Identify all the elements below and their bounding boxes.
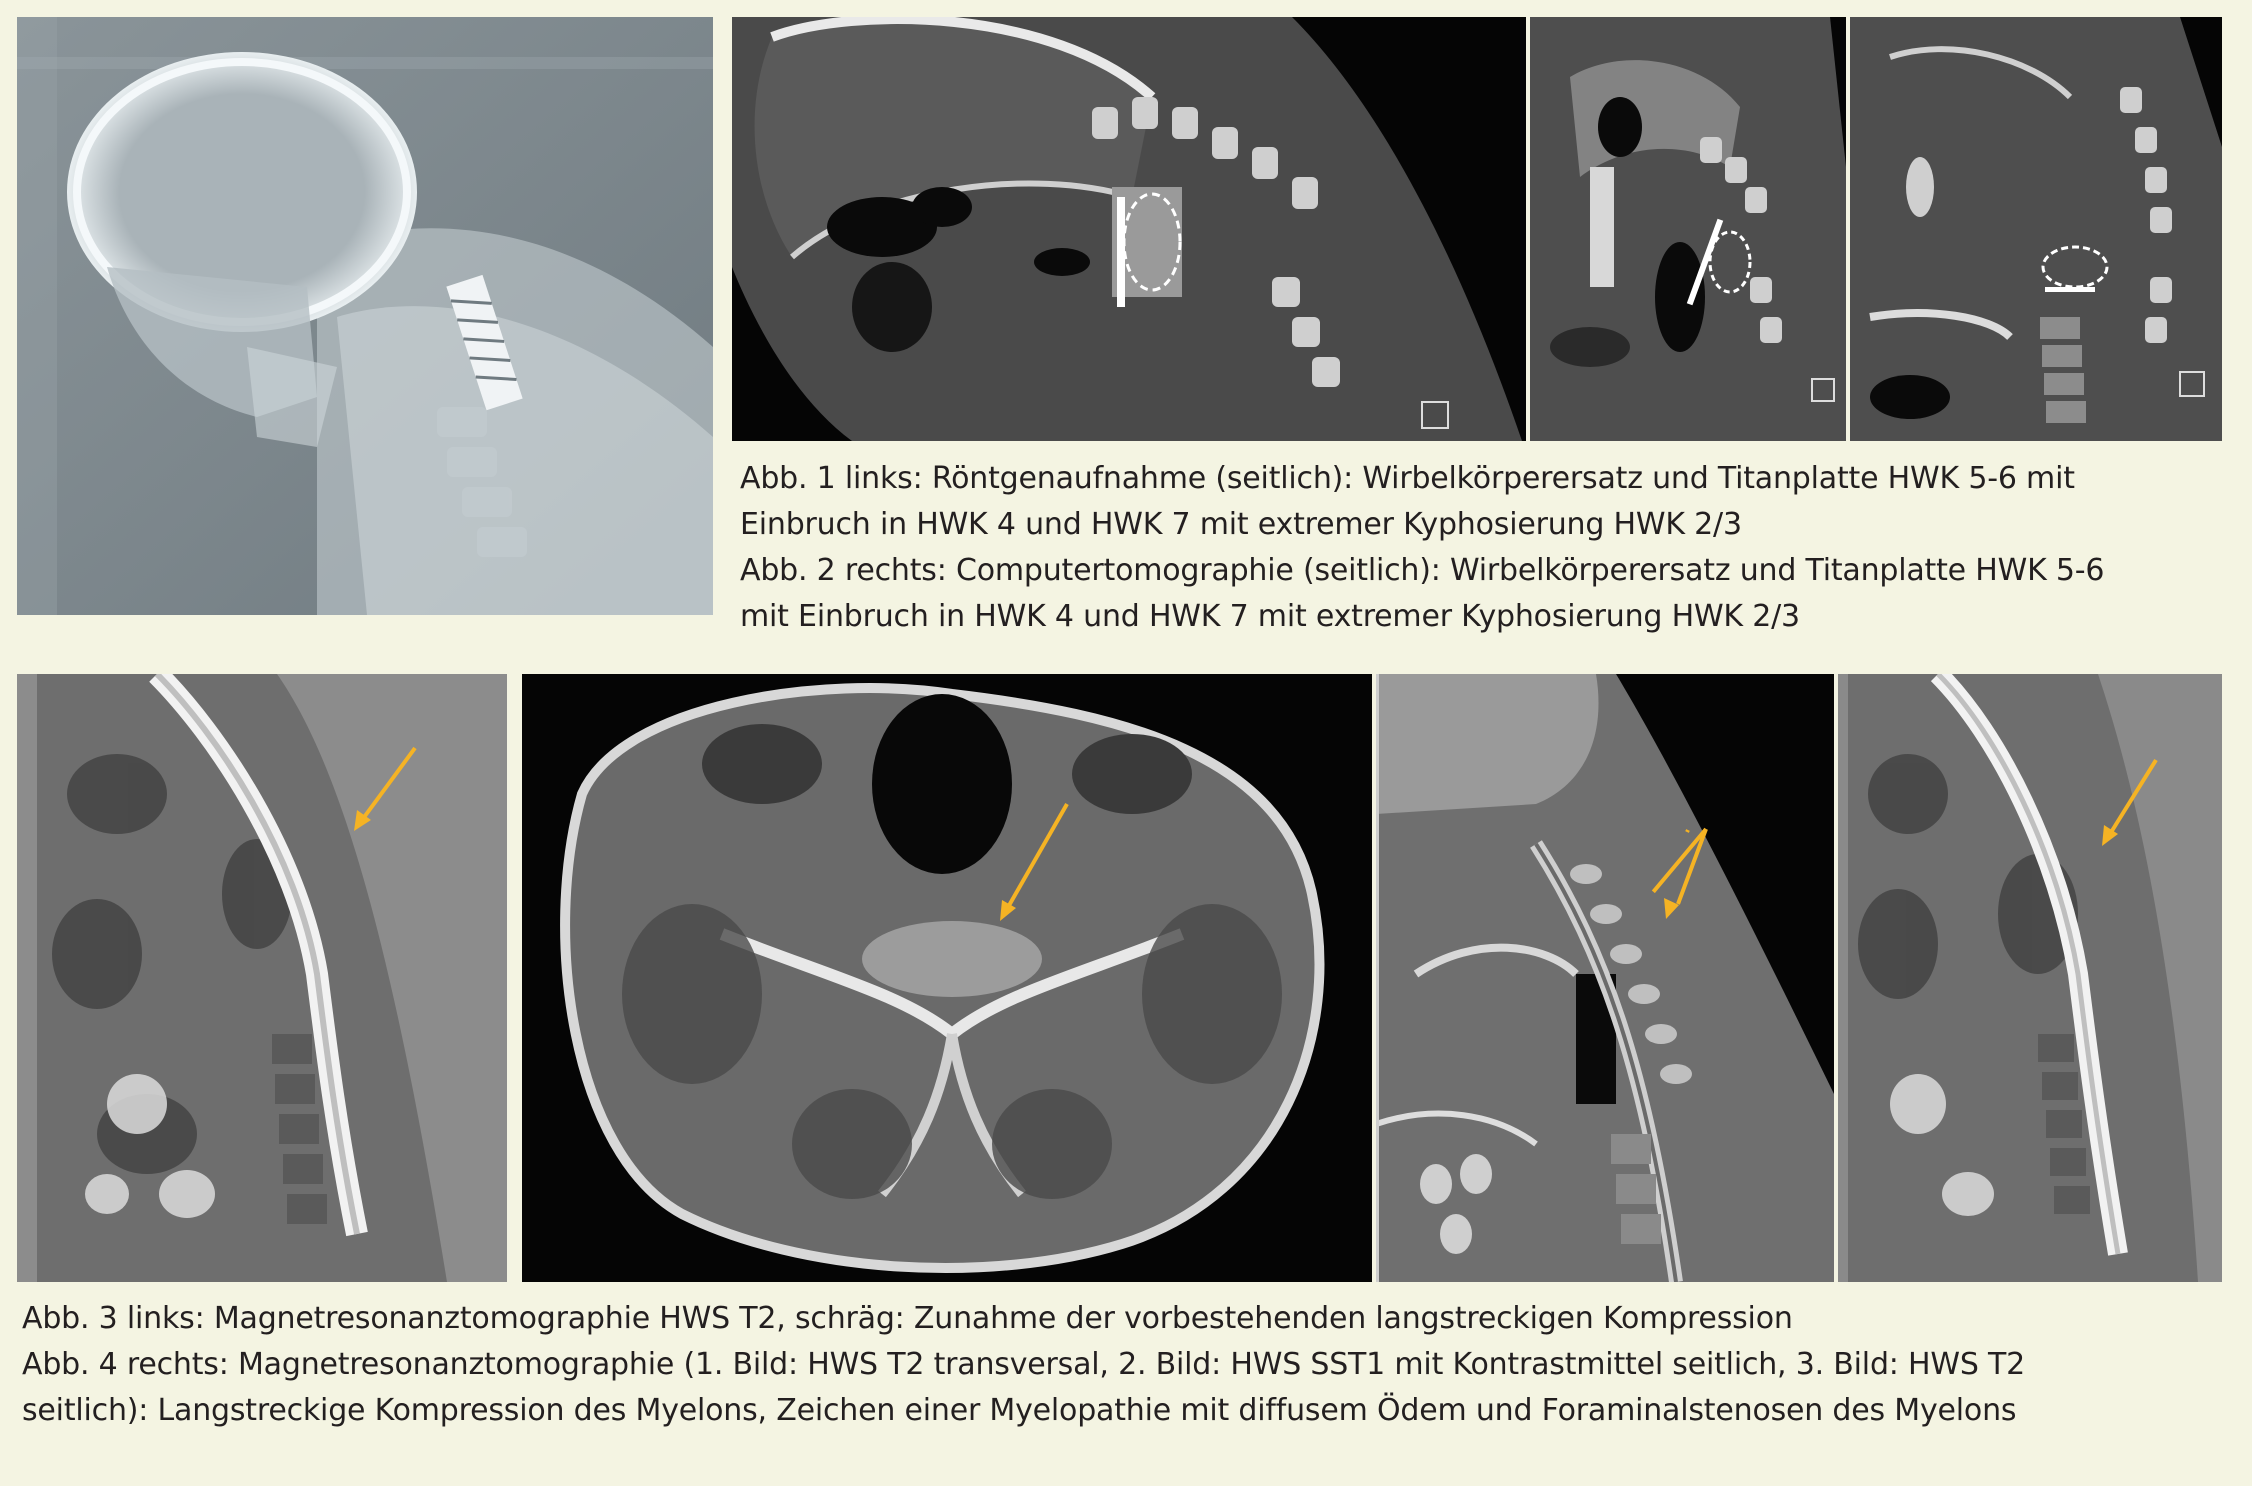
ct-sagittal-image-1 [732,17,1526,441]
caption-abb4: Abb. 4 rechts: Magnetresonanztomographie (1. Bild: HWS T2 transversal, 2. Bild: HWS SST1 mit Kontrastmittel seitlich, 3. Bild: HWS T2 seitlich): Langstreckige Kompression des Myelons, Zeichen einer Myelopathie mit diffusem Ödem und Foraminalstenosen des Myelons [22,1347,2026,1428]
mri-sst1-contrast-image [1376,674,1834,1282]
mri-t2-sagittal-image [1838,674,2222,1282]
mri-t2-oblique-image [17,674,507,1282]
caption-abb1-abb2 [740,456,2160,640]
caption-abb3-abb4 [22,1296,2082,1434]
xray-lateral-image [17,17,713,615]
mri-t2-transversal-image [522,674,1372,1282]
ct-sagittal-image-2 [1530,17,1846,441]
caption-abb1: Abb. 1 links: Röntgenaufnahme (seitlich): Wirbelkörperersatz und Titanplatte HWK 5-6 mit Einbruch in HWK 4 und HWK 7 mit extremer Kyphosierung HWK 2/3 [740,461,2075,542]
caption-abb3: Abb. 3 links: Magnetresonanztomographie HWS T2, schräg: Zunahme der vorbestehenden langstreckigen Kompression [22,1301,1793,1336]
ct-sagittal-image-3 [1850,17,2222,441]
caption-abb2: Abb. 2 rechts: Computertomographie (seitlich): Wirbelkörperersatz und Titanplatte HWK 5-6 mit Einbruch in HWK 4 und HWK 7 mit extremer Kyphosierung HWK 2/3 [740,553,2105,634]
